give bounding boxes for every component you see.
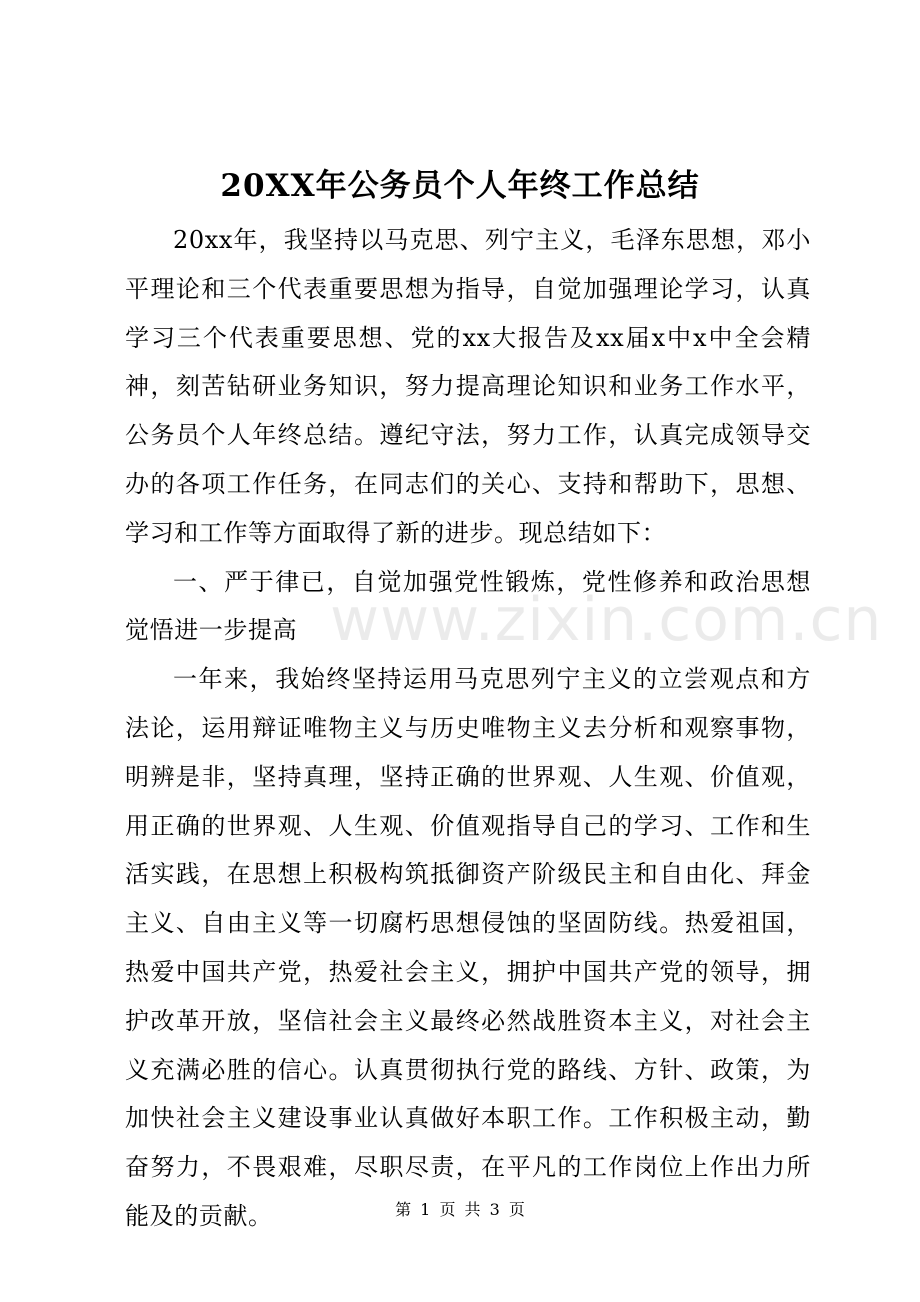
- document-body: [125, 216, 811, 1241]
- paragraph-intro: 20xx年，我坚持以马克思、列宁主义，毛泽东思想，邓小平理论和三个代表重要思想为指导，自觉加强理论学习，认真学习三个代表重要思想、党的xx大报告及xx届x中x中全会精神，刻苦钻研业务知识，努力提高理论知识和业务工作水平，公务员个人年终总结。遵纪守法，努力工作，认真完成领导交办的各项工作任务，在同志们的关心、支持和帮助下，思想、学习和工作等方面取得了新的进步。现总结如下：: [125, 226, 811, 547]
- document-title: 20XX年公务员个人年终工作总结: [220, 168, 700, 204]
- paragraph-body-1: 一年来，我始终坚持运用马克思列宁主义的立尝观点和方法论，运用辩证唯物主义与历史唯物主义去分析和观察事物，明辨是非，坚持真理，坚持正确的世界观、人生观、价值观，用正确的世界观、人生观、价值观指导自己的学习、工作和生活实践，在思想上积极构筑抵御资产阶级民主和自由化、拜金主义、自由主义等一切腐朽思想侵蚀的坚固防线。热爱祖国，热爱中国共产党，热爱社会主义，拥护中国共产党的领导，拥护改革开放，坚信社会主义最终必然战胜资本主义，对社会主义充满必胜的信心。认真贯彻执行党的路线、方针、政策，为加快社会主义建设事业认真做好本职工作。工作积极主动，勤奋努力，不畏艰难，尽职尽责，在平凡的工作岗位上作出力所能及的贡献。: [125, 665, 811, 1230]
- paragraph-heading-1: 一、严于律已，自觉加强党性锻炼，党性修养和政治思想觉悟进一步提高: [125, 567, 811, 645]
- page-footer: 第 1 页 共 3 页: [395, 1200, 525, 1219]
- watermark-text: www.zixin.com.cn: [330, 585, 883, 655]
